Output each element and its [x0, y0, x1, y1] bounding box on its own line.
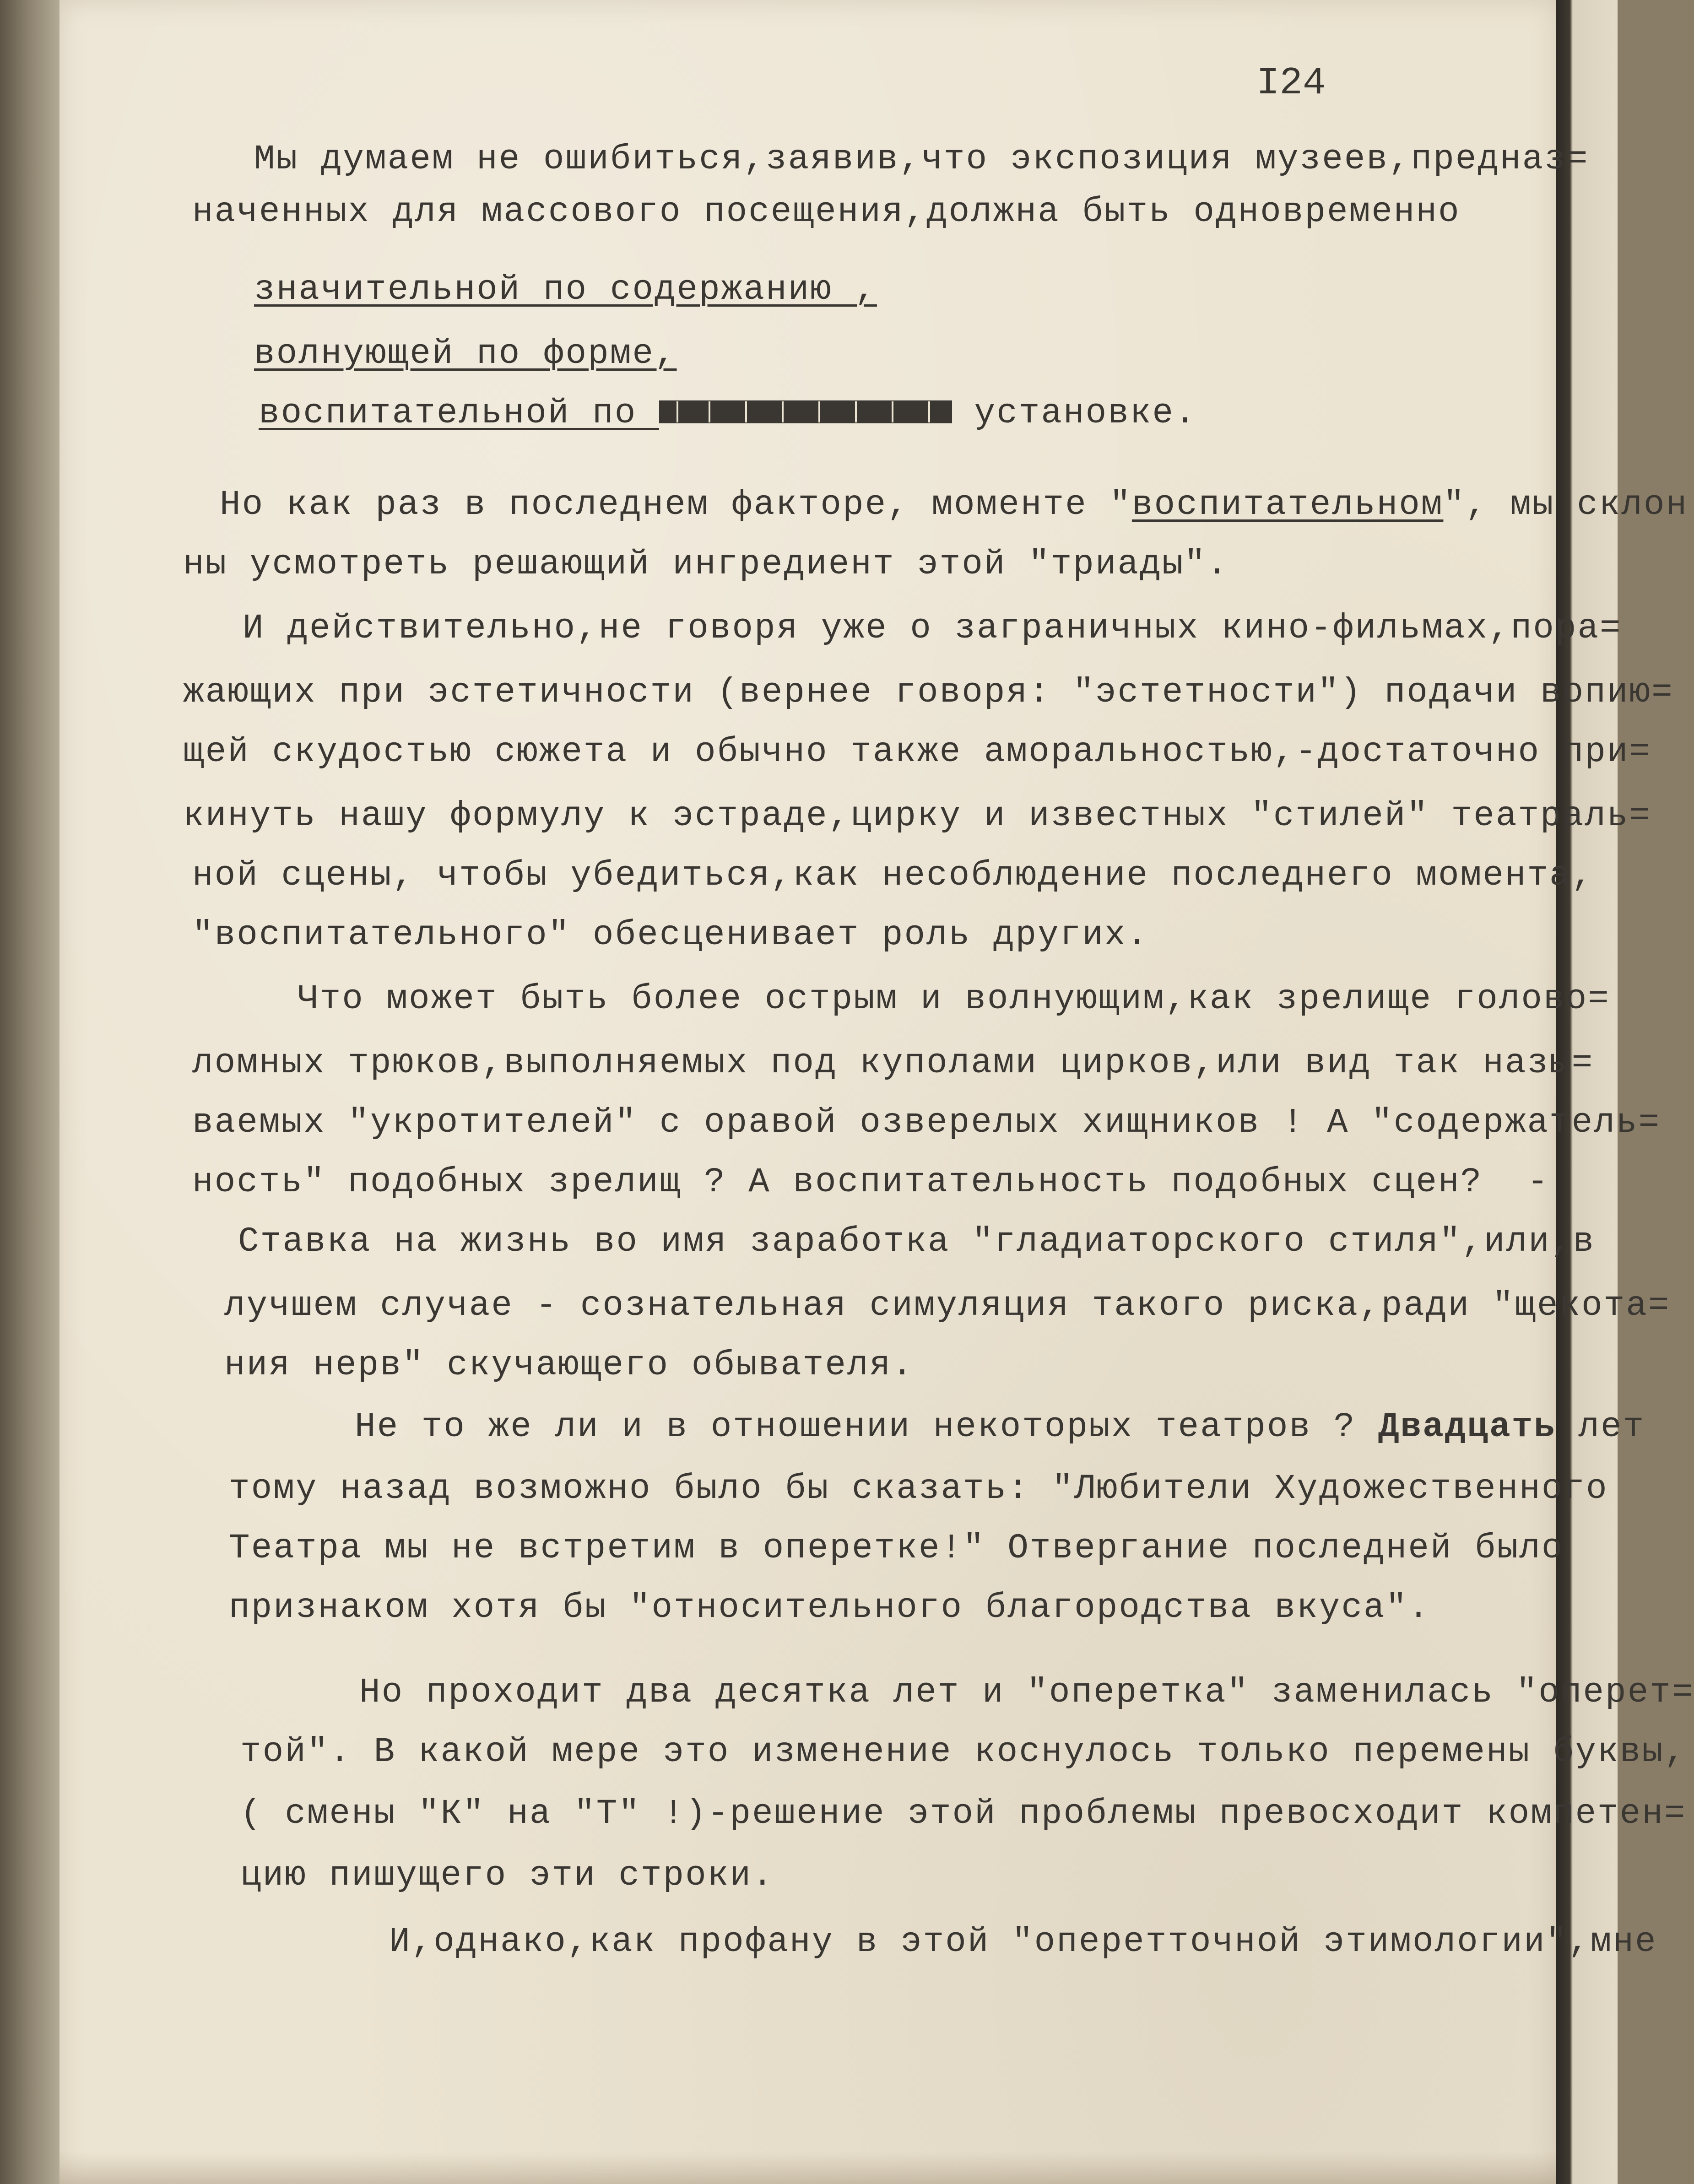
text-line: признаком хотя бы "относительного благородства вкуса".	[229, 1588, 1430, 1627]
text-line: ность" подобных зрелищ ? А воспитательность подобных сцен? -	[192, 1162, 1550, 1202]
text-line: той". В какой мере это изменение коснулось только перемены буквы,	[240, 1732, 1687, 1772]
underlined-line: значительной по содержанию ,	[254, 270, 877, 309]
text-line: И,однако,как профану в этой "оперетточной этимологии",мне	[389, 1922, 1657, 1962]
text-line: Не то же ли и в отношении некоторых театров ? Двадцать лет	[355, 1407, 1645, 1447]
text-line: И действительно,не говоря уже о заграничных кино-фильмах,пора=	[243, 609, 1622, 648]
text-line: тому назад возможно было бы сказать: "Любители Художественного	[229, 1469, 1608, 1508]
struck-out-word	[659, 394, 952, 433]
text-line: лучшем случае - сознательная симуляция такого риска,ради "щекота=	[224, 1286, 1671, 1325]
underlined-word: воспитательном	[1131, 485, 1444, 524]
text-line: ломных трюков,выполняемых под куполами цирков,или вид так назы=	[192, 1043, 1594, 1083]
text-line: наченных для массового посещения,должна быть одновременно	[192, 192, 1461, 232]
text-line: цию пишущего эти строки.	[240, 1856, 774, 1895]
text-line: ( смены "К" на "Т" !)-решение этой проблемы превосходит компетен=	[240, 1794, 1687, 1833]
text-line: Ставка на жизнь во имя заработка "гладиаторского стиля",или,в	[238, 1222, 1596, 1261]
text-line: Мы думаем не ошибиться,заявив,что экспозиция музеев,предназ=	[254, 140, 1589, 179]
text-line: ной сцены, чтобы убедиться,как несоблюдение последнего момента,	[192, 856, 1594, 895]
text-line: кинуть нашу формулу к эстраде,цирку и известных "стилей" театраль=	[183, 796, 1652, 836]
text-line: ния нерв" скучающего обывателя.	[224, 1346, 914, 1385]
text-line: Но проходит два десятка лет и "оперетка" заменилась "оперет=	[359, 1673, 1694, 1712]
text-line: Что может быть более острым и волнующим,как зрелище голово=	[298, 979, 1610, 1019]
text-line: воспитательной по установке.	[259, 394, 1197, 433]
page-edge-strip	[1556, 0, 1618, 2184]
binding-edge	[0, 0, 60, 2184]
text-line: щей скудостью сюжета и обычно также аморальностью,-достаточно при=	[183, 732, 1652, 772]
text-line: жающих при эстетичности (вернее говоря: "эстетности") подачи вопию=	[183, 673, 1674, 712]
page-number: I24	[1256, 62, 1326, 105]
text-line: ны усмотреть решающий ингредиент этой "триады".	[183, 545, 1229, 584]
text-line: "воспитательного" обесценивает роль других.	[192, 915, 1149, 955]
text-line: ваемых "укротителей" с оравой озверелых хищников ! А "содержатель=	[192, 1103, 1661, 1142]
text-line: Но как раз в последнем факторе, моменте "воспитательном", мы склон	[220, 485, 1689, 524]
bold-word: Двадцать	[1378, 1407, 1556, 1447]
underlined-line: волнующей по форме,	[254, 334, 677, 373]
text-line: Театра мы не встретим в оперетке!" Отвергание последней было	[229, 1529, 1564, 1568]
page-bottom-shadow	[60, 2151, 1556, 2184]
underlined-word: воспитательной по	[259, 394, 659, 433]
